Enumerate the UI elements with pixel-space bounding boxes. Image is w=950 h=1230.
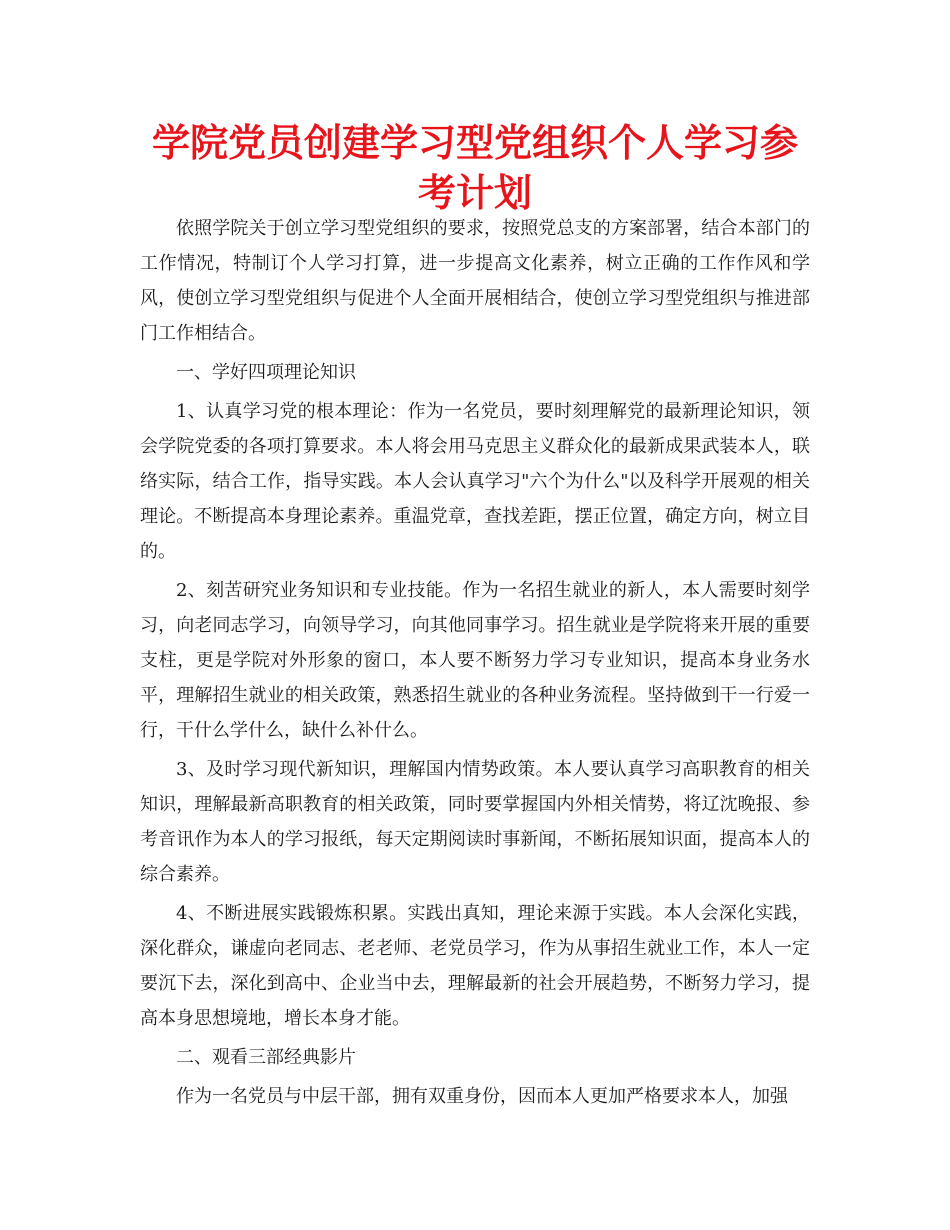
paragraph-item-2: 2、刻苦研究业务知识和专业技能。作为一名招生就业的新人，本人需要时刻学习，向老同志学习，向领导学习，向其他同事学习。招生就业是学院将来开展的重要支柱，更是学院对外形象的窗口，本人要不断努力学习专业知识，提高本身业务水平，理解招生就业的相关政策，熟悉招生就业的各种业务流程。坚持做到干一行爱一行，干什么学什么，缺什么补什么。 xyxy=(140,580,810,741)
paragraph-continued: 作为一名党员与中层干部，拥有双重身份，因而本人更加严格要求本人，加强 xyxy=(176,1086,788,1107)
document-body xyxy=(140,211,810,1118)
paragraph-item-4: 4、不断进展实践锻炼积累。实践出真知，理论来源于实践。本人会深化实践，深化群众，谦虚向老同志、老老师、老党员学习，作为从事招生就业工作，本人一定要沉下去，深化到高中、企业当中去，理解最新的社会开展趋势，不断努力学习，提高本身思想境地，增长本身才能。 xyxy=(140,903,810,1029)
paragraph-item-1: 1、认真学习党的根本理论：作为一名党员，要时刻理解党的最新理论知识，领会学院党委的各项打算要求。本人将会用马克思主义群众化的最新成果武装本人，联络实际，结合工作，指导实践。本人会认真学习"六个为什么"以及科学开展观的相关理论。不断提高本身理论素养。重温党章，查找差距，摆正位置，确定方向，树立目的。 xyxy=(140,401,810,562)
document-title: 学院党员创建学习型党组织个人学习参考计划 xyxy=(151,121,798,215)
section-heading-1: 一、学好四项理论知识 xyxy=(176,362,356,383)
section-heading-2: 二、观看三部经典影片 xyxy=(176,1047,356,1068)
paragraph-item-3: 3、及时学习现代新知识，理解国内情势政策。本人要认真学习高职教育的相关知识，理解最新高职教育的相关政策，同时要掌握国内外相关情势，将辽沈晚报、参考音讯作为本人的学习报纸，每天定期阅读时事新闻，不断拓展知识面，提高本人的综合素养。 xyxy=(140,759,810,885)
paragraph-intro: 依照学院关于创立学习型党组织的要求，按照党总支的方案部署，结合本部门的工作情况，特制订个人学习打算，进一步提高文化素养，树立正确的工作作风和学风，使创立学习型党组织与促进个人全面开展相结合，使创立学习型党组织与推进部门工作相结合。 xyxy=(140,218,810,344)
